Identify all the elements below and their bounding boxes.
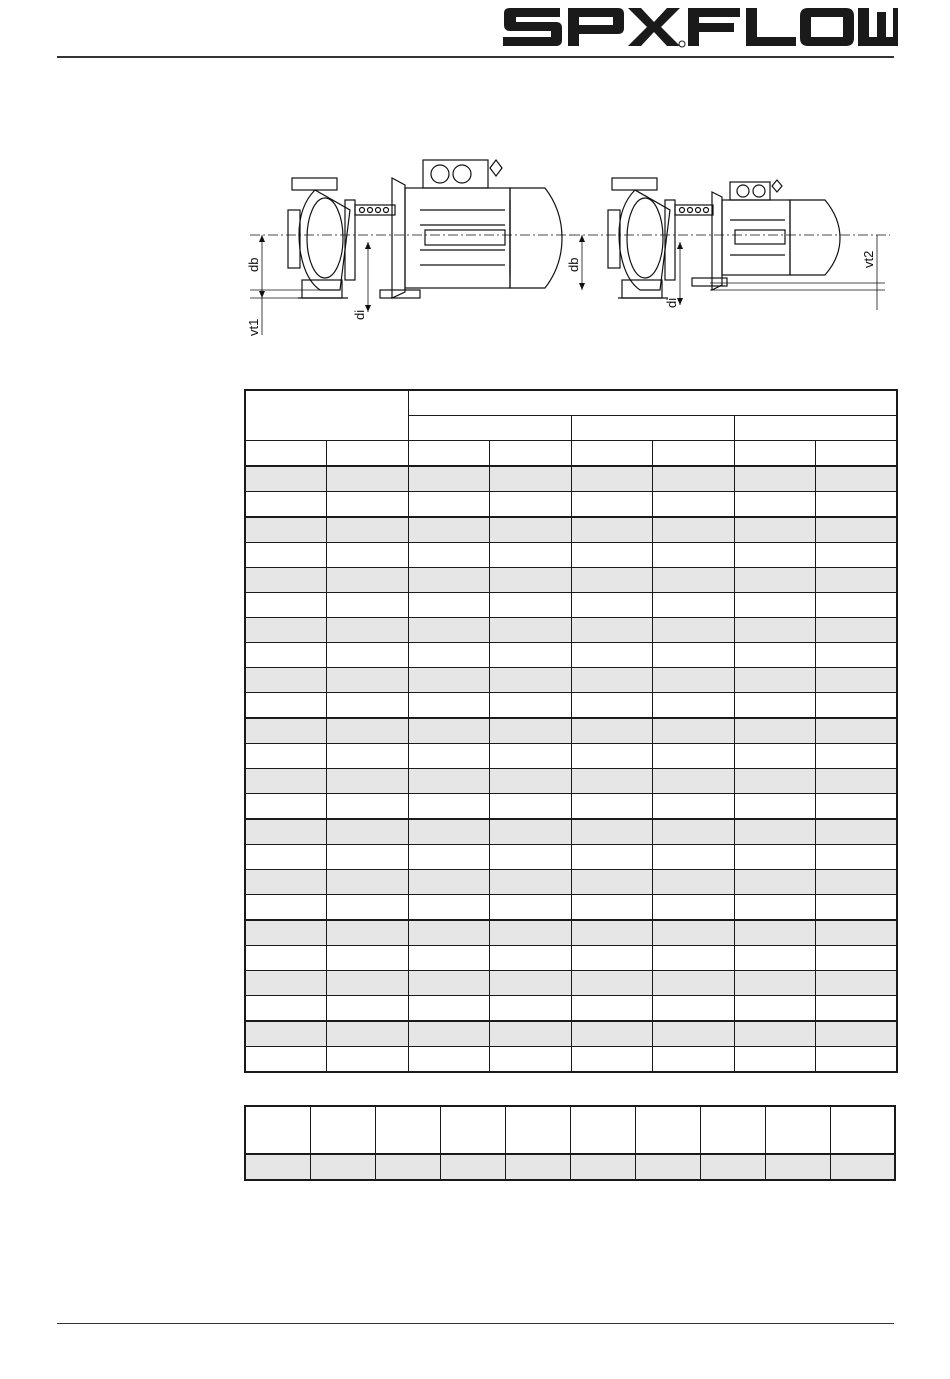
table-row <box>245 466 897 492</box>
label-vt2: vt2 <box>861 250 876 268</box>
table-row <box>245 996 897 1022</box>
table-row <box>245 517 897 543</box>
label-vt1: vt1 <box>246 318 261 336</box>
pump-unit-left <box>288 160 562 298</box>
table-row <box>245 1047 897 1073</box>
table-row <box>245 693 897 719</box>
table-row <box>245 895 897 921</box>
secondary-header-row <box>245 1106 895 1154</box>
table-row <box>245 668 897 693</box>
table-row <box>245 870 897 895</box>
table-row <box>245 568 897 593</box>
label-di-left: di <box>352 309 367 320</box>
dimensions-table <box>244 389 898 1073</box>
table-row <box>245 618 897 643</box>
table-row <box>245 971 897 996</box>
pump-dimension-drawing <box>240 150 900 350</box>
table-row <box>245 1021 897 1047</box>
table-row <box>245 794 897 820</box>
label-db-right: db <box>566 257 581 272</box>
table-row <box>245 946 897 971</box>
table-row <box>245 492 897 518</box>
secondary-dimensions-table <box>244 1105 896 1181</box>
table-row <box>245 744 897 769</box>
table-row <box>245 643 897 668</box>
footer-rule <box>57 1323 894 1324</box>
table-header-row-1 <box>245 390 897 416</box>
header-rule <box>57 56 894 58</box>
label-di-right: di <box>664 297 679 308</box>
pump-unit-right <box>608 178 840 298</box>
table-row <box>245 819 897 845</box>
table-row <box>245 845 897 870</box>
table-row <box>245 920 897 946</box>
label-db-left: db <box>246 257 261 272</box>
table-row <box>245 593 897 618</box>
spxflow-logo <box>500 0 898 52</box>
secondary-data-row <box>245 1154 895 1180</box>
table-row <box>245 718 897 744</box>
table-row <box>245 543 897 568</box>
table-header-row-3 <box>245 441 897 467</box>
table-row <box>245 769 897 794</box>
